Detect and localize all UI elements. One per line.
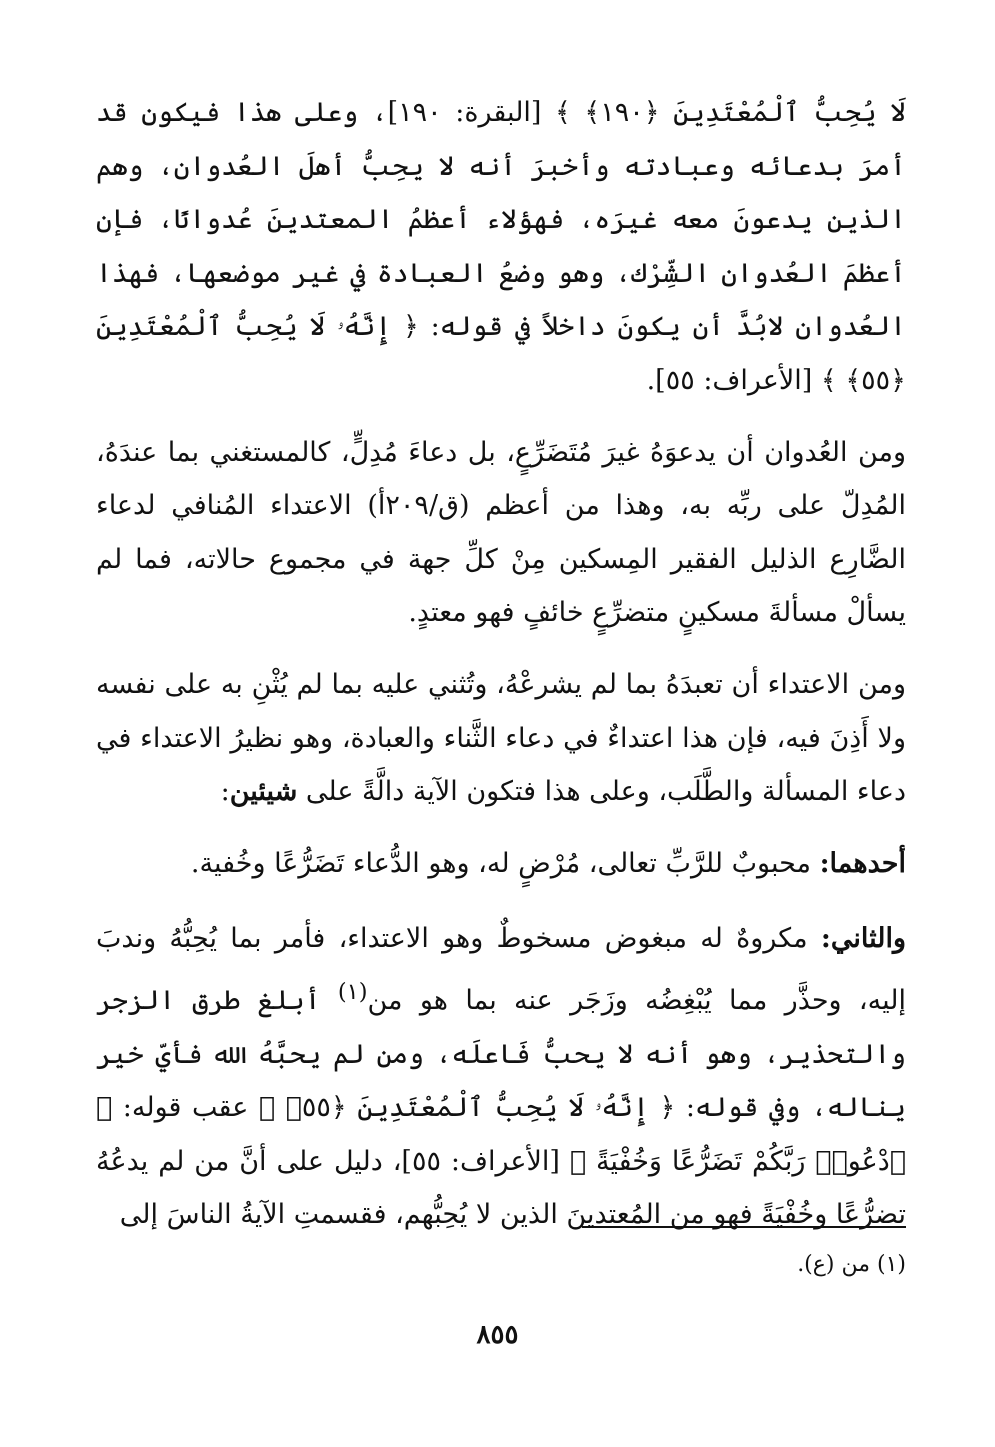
paragraph-5	[96, 912, 906, 1242]
footnote: (١) من (ع).	[797, 1252, 906, 1277]
paragraph-4	[96, 837, 906, 891]
footnote-divider	[582, 1226, 906, 1228]
paragraph-4-lead: أحدهما:	[819, 847, 906, 879]
paragraph-3-text: ومن الاعتداء أن تعبدَهُ بما لم يشرعْهُ، وتُثني عليه بما لم يُثْنِ به على نفسه ولا أَذِنَ فيه، فإن هذا اعتداءٌ في دعاء الثَّناء والعبادة، وهو نظيرُ الاعتداء في دعاء المسألة والطَّلَب، وعلى هذا فتكون الآية دالَّةً على	[96, 668, 906, 808]
paragraph-3	[96, 658, 906, 819]
paragraph-5-text: مكروهٌ له مبغوض مسخوطٌ وهو الاعتداء، فأمر بما يُحِبُّهُ وندبَ إليه، وحذَّر مما يُبْغِضُه وزَجَر عنه بما هو من	[96, 923, 906, 1016]
paragraph-2: ومن العُدوان أن يدعوَهُ غيرَ مُتَضَرِّعٍ، بل دعاءَ مُدِلٍّ، كالمستغني بما عندَهُ، المُدِلّ على ربِّه به، وهذا من أعظم (ق/٢٠٩أ) الاعتداء المُنافي لدعاء الضَّارِع الذليل الفقير المِسكين مِنْ كلِّ جهة في مجموع حالاته، فما لم يسألْ مسألةَ مسكينٍ متضرِّعٍ خائفٍ فهو معتدٍ.	[96, 436, 906, 629]
footnote-reference: (١)	[337, 978, 368, 1005]
paragraph-4-text: محبوبٌ للرَّبِّ تعالى، مُرْضٍ له، وهو الدُّعاء تَضَرُّعًا وخُفية.	[190, 847, 820, 879]
page-body	[96, 86, 906, 1242]
page-number: ٨٥٥	[476, 1320, 519, 1350]
paragraph-3-end: :	[220, 776, 230, 808]
paragraph-1: لَا يُحِبُّ ٱلْمُعْتَدِينَ ﴿١٩٠﴾ ﴾ [البقرة: ١٩٠]، وعلى هذا فيكون قد أمرَ بدعائه وعبادته وأخبرَ أنه لا يحِبُّ أهلَ العُدوان، وهم الذين يدعونَ معه غيرَه، فهؤلاء أعظمُ المعتدينَ عُدوانًا، فإن أعظمَ العُدوان الشِّرْك، وهو وضعُ العبادة في غير موضعها، فهذا العُدوان لابُدَّ أن يكونَ داخلاً في قوله: ﴿ إِنَّهُۥ لَا يُحِبُّ ٱلْمُعْتَدِينَ ﴿٥٥﴾ ﴾ [الأعراف: ٥٥].	[96, 97, 906, 396]
paragraph-3-bold: شيئين	[229, 776, 298, 808]
paragraph-5-text-2: أبلغ طرق الزجر والتحذير، وهو أنه لا يحبُّ فَاعلَه، ومن لم يحبَّهُ الله فأيّ خير يناله، وفي قوله: ﴿ إِنَّهُۥ لَا يُحِبُّ ٱلْمُعْتَدِينَ ﴿٥٥﴾ ﴾ عقب قوله: ﴿ ٱدْعُوا۟ رَبَّكُمْ تَضَرُّعًا وَخُفْيَةً ﴾ [الأعراف: ٥٥]، دليل على أنَّ من لم يدعُهُ تضرُّعًا وخُفْيَةً فهو من المُعتدينَ الذين لا يُحِبُّهم، فقسمتِ الآيةُ الناسَ إلى	[96, 984, 906, 1231]
paragraph-5-lead: والثاني:	[820, 923, 906, 955]
